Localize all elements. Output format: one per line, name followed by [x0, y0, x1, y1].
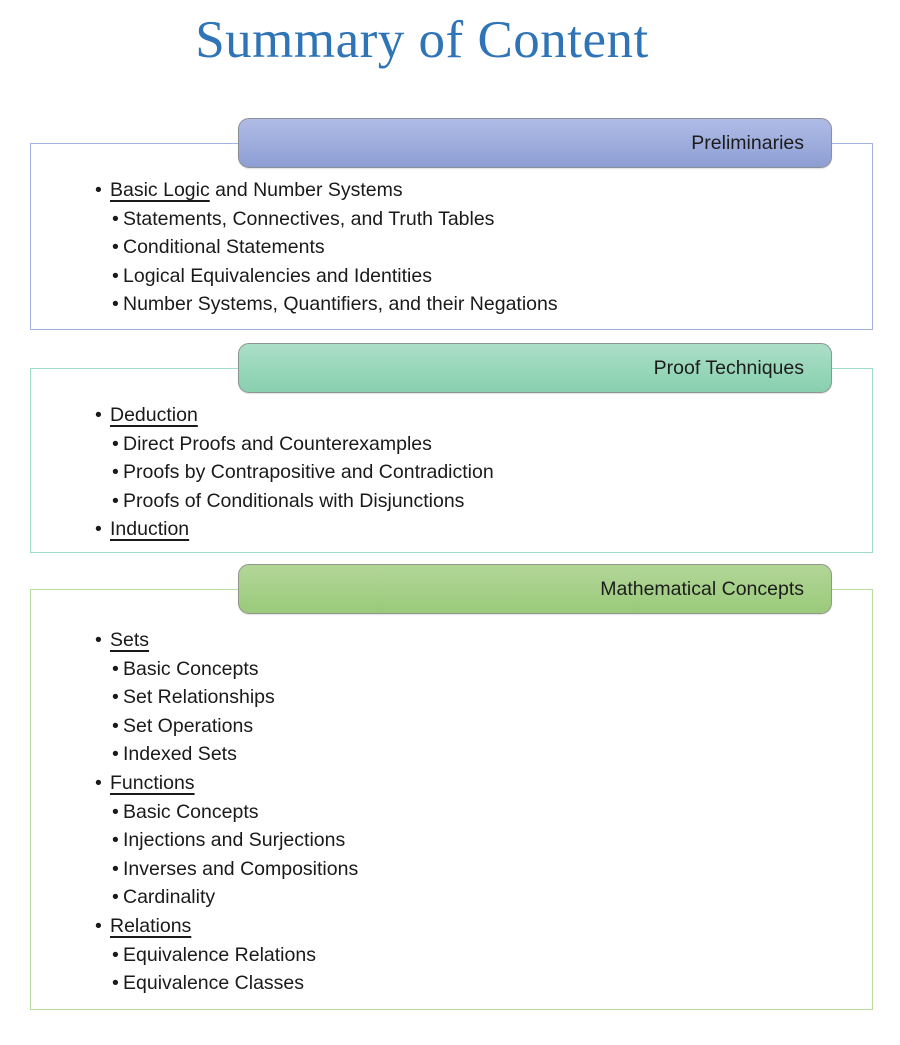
- list-item: [112, 487, 864, 516]
- bullet-icon: •: [95, 179, 102, 201]
- list-item: [112, 712, 864, 741]
- section-mathematical-concepts: [30, 564, 873, 1013]
- bullet-list: [31, 369, 872, 544]
- bullet-icon: •: [112, 657, 119, 680]
- bullet-icon: •: [112, 857, 119, 880]
- list-item: [95, 769, 864, 798]
- bullet-icon: •: [112, 207, 119, 230]
- bullet-icon: •: [112, 293, 119, 316]
- list-item-label: Number Systems, Quantifiers, and their Negations: [123, 293, 558, 316]
- list-item-label: Conditional Statements: [123, 236, 325, 259]
- list-item-label: Basic Concepts: [123, 800, 259, 823]
- list-item: [112, 458, 864, 487]
- list-item-label: Cardinality: [123, 886, 216, 909]
- section-header-bar: [238, 118, 832, 168]
- bullet-list: [31, 144, 872, 319]
- list-item-label: [110, 912, 191, 941]
- list-item-label: Equivalence Relations: [123, 943, 316, 966]
- bullet-icon: •: [112, 461, 119, 484]
- list-item-label: Basic Logic and Number Systems: [110, 179, 403, 201]
- section-header-label: Proof Techniques: [653, 356, 804, 379]
- section-header-bar: [238, 343, 832, 393]
- bullet-icon: •: [112, 972, 119, 995]
- bullet-icon: •: [112, 829, 119, 852]
- bullet-icon: •: [112, 686, 119, 709]
- list-item-label: [110, 515, 189, 544]
- list-item: [95, 401, 864, 430]
- bullet-icon: •: [112, 943, 119, 966]
- list-item: [95, 912, 864, 941]
- bullet-icon: •: [112, 432, 119, 455]
- bullet-icon: •: [95, 629, 102, 651]
- list-item: [112, 430, 864, 459]
- section-header-label: Mathematical Concepts: [600, 577, 804, 600]
- list-item-label: Proofs of Conditionals with Disjunctions: [123, 489, 465, 512]
- list-item-label: [110, 626, 149, 655]
- bullet-icon: •: [95, 404, 102, 426]
- list-item: [112, 233, 864, 262]
- list-item-label: Indexed Sets: [123, 743, 237, 766]
- list-item-label: Basic Concepts: [123, 657, 259, 680]
- bullet-icon: •: [95, 518, 102, 541]
- bullet-icon: •: [112, 236, 119, 259]
- content-box: [30, 589, 873, 1010]
- list-item: [112, 655, 864, 684]
- list-item-label: Proofs by Contrapositive and Contradiction: [123, 461, 494, 484]
- list-item: [112, 883, 864, 912]
- bullet-icon: •: [112, 489, 119, 512]
- list-item-label: Set Relationships: [123, 686, 275, 709]
- list-item-label: Set Operations: [123, 714, 254, 737]
- list-item: [112, 683, 864, 712]
- list-item: [95, 176, 864, 205]
- list-item-label: Equivalence Classes: [123, 972, 305, 995]
- bullet-icon: •: [112, 800, 119, 823]
- list-item-label: Statements, Connectives, and Truth Tables: [123, 207, 495, 230]
- bullet-icon: •: [112, 743, 119, 766]
- underlined-term: Basic Logic: [110, 179, 210, 201]
- page-title: Summary of Content: [195, 11, 649, 69]
- section-proof-techniques: [30, 343, 873, 556]
- bullet-icon: •: [112, 886, 119, 909]
- list-item: [112, 855, 864, 884]
- list-item-label: Direct Proofs and Counterexamples: [123, 432, 432, 455]
- list-item-label: Inverses and Compositions: [123, 857, 359, 880]
- list-item: [112, 798, 864, 827]
- list-item: [95, 626, 864, 655]
- list-item: [112, 290, 864, 319]
- list-item: [112, 826, 864, 855]
- list-item-label: [110, 401, 198, 430]
- underlined-term: Relations: [110, 914, 192, 937]
- underlined-term: Induction: [110, 518, 190, 541]
- list-item-label: Logical Equivalencies and Identities: [123, 264, 432, 287]
- bullet-list: [31, 590, 872, 998]
- content-box: [30, 143, 873, 330]
- list-item: [112, 205, 864, 234]
- underlined-term: Deduction: [110, 404, 198, 426]
- list-item-label: [110, 769, 195, 798]
- bullet-icon: •: [112, 714, 119, 737]
- list-item: [112, 941, 864, 970]
- underlined-term: Functions: [110, 771, 195, 794]
- content-box: [30, 368, 873, 553]
- bullet-icon: •: [112, 264, 119, 287]
- list-item: [112, 262, 864, 291]
- section-preliminaries: [30, 118, 873, 333]
- list-item: [112, 969, 864, 998]
- underlined-term: Sets: [110, 629, 150, 651]
- list-item: [95, 515, 864, 544]
- list-item: [112, 740, 864, 769]
- bullet-icon: •: [95, 771, 102, 794]
- section-header-label: Preliminaries: [691, 131, 804, 154]
- section-header-bar: [238, 564, 832, 614]
- list-item-label: Injections and Surjections: [123, 829, 346, 852]
- bullet-icon: •: [95, 914, 102, 937]
